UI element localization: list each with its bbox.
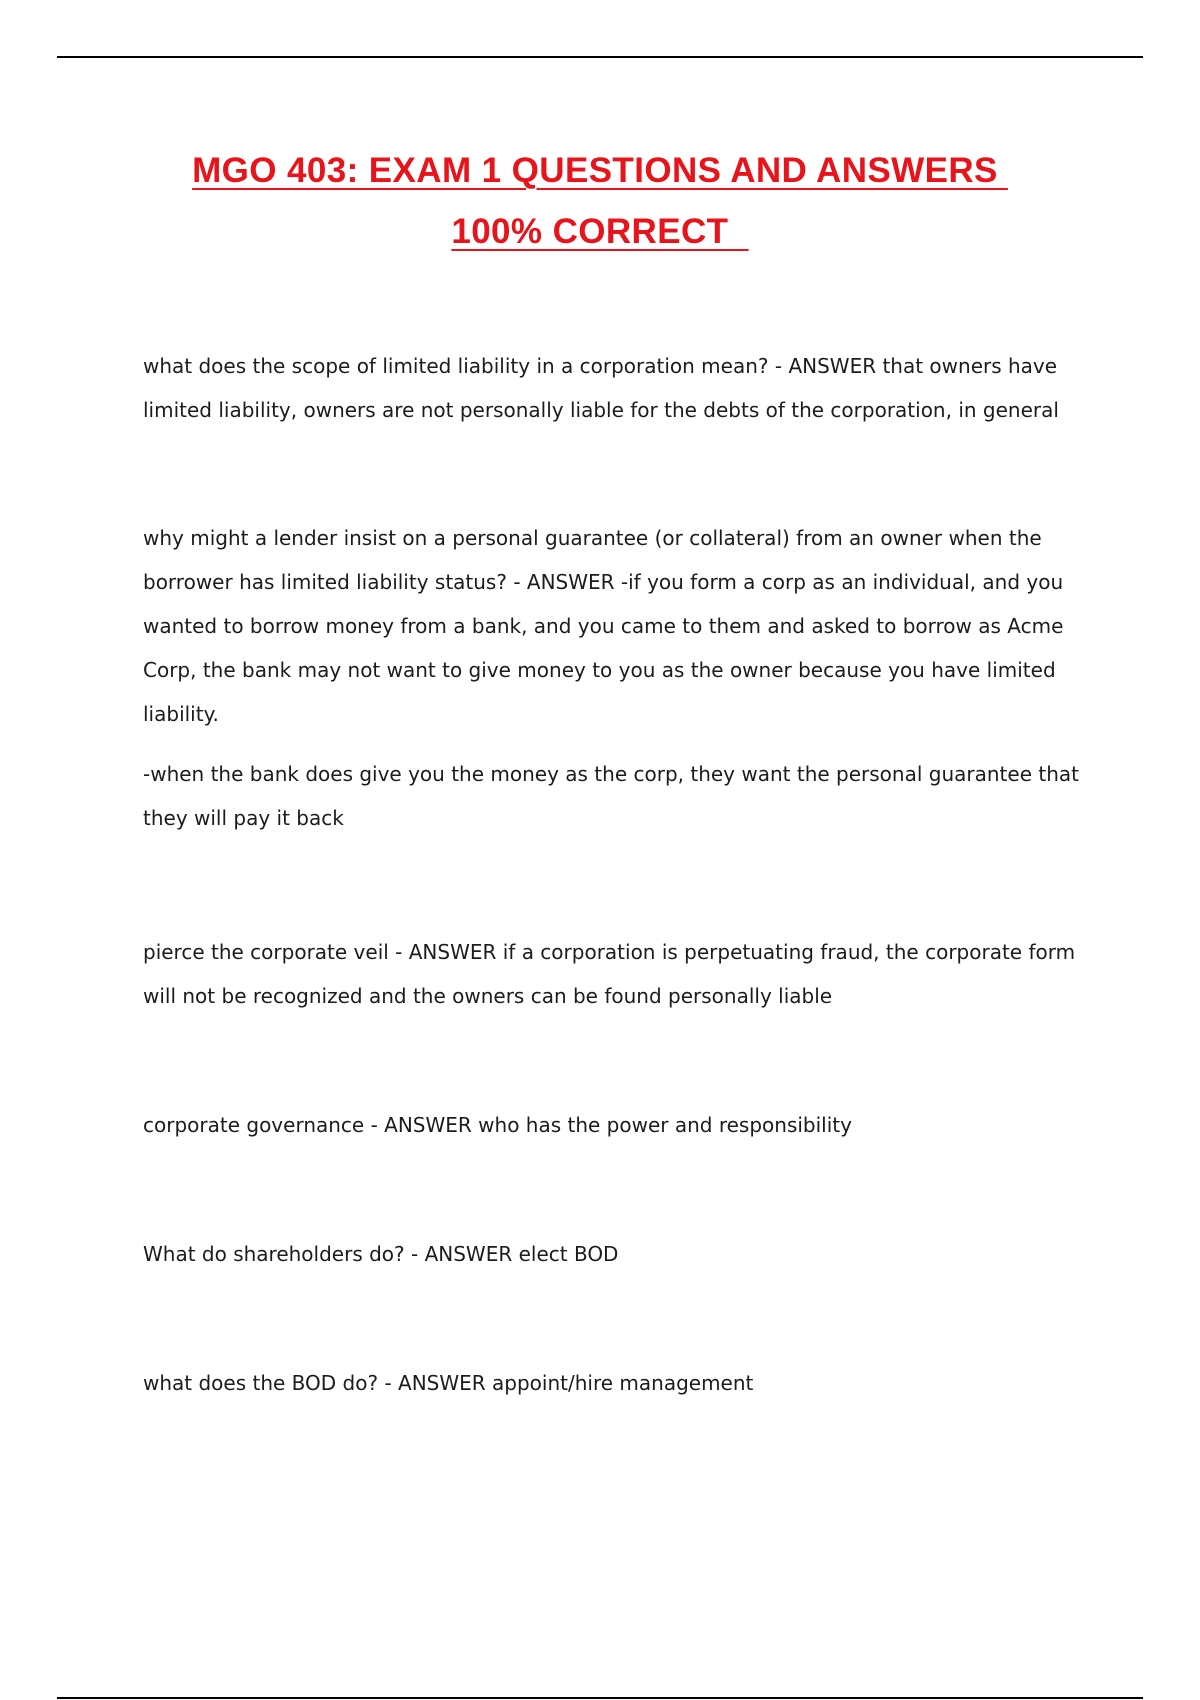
title-line-1: MGO 403: EXAM 1 QUESTIONS AND ANSWERS: [192, 151, 1008, 190]
top-rule: [57, 56, 1143, 58]
bottom-rule: [57, 1697, 1143, 1699]
title-line-2: 100% CORRECT: [451, 212, 749, 251]
qa-entry-6: [143, 1361, 1088, 1405]
qa-paragraph: What do shareholders do? - ANSWER elect BOD: [143, 1242, 619, 1266]
qa-entry-2: [143, 516, 1088, 840]
qa-paragraph: corporate governance - ANSWER who has the power and responsibility: [143, 1113, 852, 1137]
qa-entry-5: [143, 1232, 1088, 1276]
qa-entry-4: [143, 1103, 1088, 1147]
qa-paragraph: what does the BOD do? - ANSWER appoint/hire management: [143, 1371, 754, 1395]
document-title: [0, 140, 1200, 262]
qa-paragraph: what does the scope of limited liability in a corporation mean? - ANSWER that owners have limited liability, owners are not personally liable for the debts of the corporation, in general: [143, 354, 1059, 422]
qa-paragraph: -when the bank does give you the money as the corp, they want the personal guarantee that they will pay it back: [143, 762, 1079, 830]
qa-paragraph: pierce the corporate veil - ANSWER if a corporation is perpetuating fraud, the corporate form will not be recognized and the owners can be found personally liable: [143, 940, 1076, 1008]
qa-entry-1: [143, 344, 1088, 432]
qa-paragraph: why might a lender insist on a personal guarantee (or collateral) from an owner when the borrower has limited liability status? - ANSWER -if you form a corp as an individual, and you wanted to borrow money from a bank, and you came to them and asked to borrow as Acme Corp, the bank may not want to give money to you as the owner because you have limited liability.: [143, 526, 1064, 726]
qa-entry-3: [143, 930, 1088, 1018]
